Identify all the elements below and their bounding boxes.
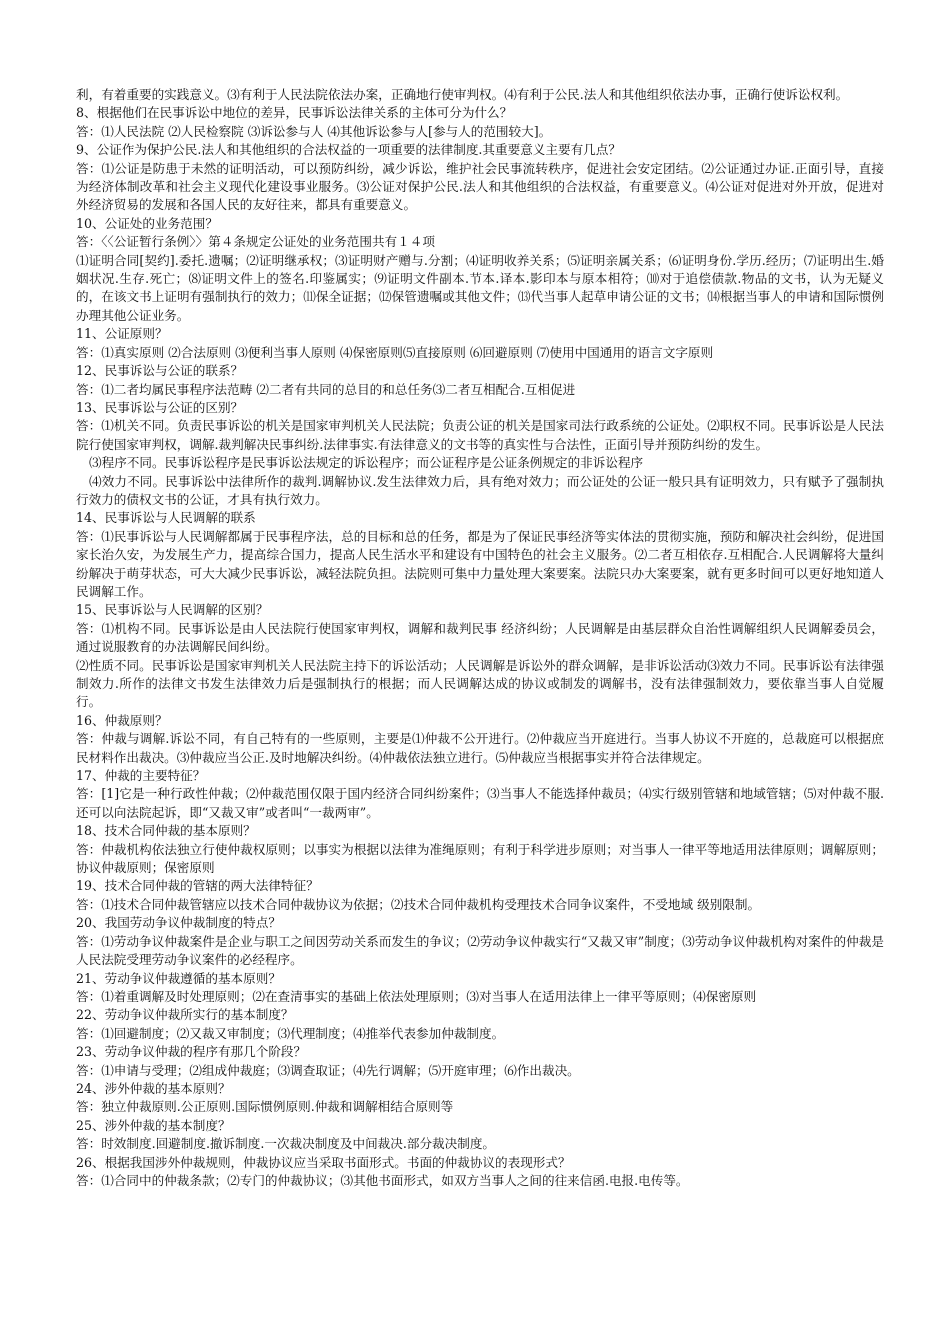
text-line: 25、涉外仲裁的基本制度？ [76,1117,231,1133]
text-line: 13、民事诉讼与公证的区别？ [76,399,244,415]
text-paragraph: 答：⑴劳动争议仲裁案件是企业与职工之间因劳动关系而发生的争议；⑵劳动争议仲裁实行“又裁又审”制度；⑶劳动争议仲裁机构对案件的仲裁是人民法院受理劳动争议案件的必经程序。 [76,933,884,968]
text-paragraph: 答：⑴机构不同。民事诉讼是由人民法院行使国家审判权，调解和裁判民事 经济纠纷；人民调解是由基层群众自治性调解组织人民调解委员会，通过说服教育的办法调解民间纠纷。 [76,620,884,655]
text-line: 答：⑴回避制度；⑵又裁又审制度；⑶代理制度；⑷推举代表参加仲裁制度。 [76,1025,505,1041]
text-line: 8、根据他们在民事诉讼中地位的差异，民事诉讼法律关系的主体可分为什么？ [76,105,513,121]
text-line: 15、民事诉讼与人民调解的区别？ [76,602,269,618]
text-line: 9、公证作为保护公民.法人和其他组织的合法权益的一项重要的法律制度.其重要意义主要有几点？ [76,142,621,158]
text-line: 10、公证处的业务范围？ [76,215,218,231]
text-line: 答：时效制度.回避制度.撤诉制度.一次裁决制度及中间裁决.部分裁决制度。 [76,1136,496,1152]
text-line: 14、民事诉讼与人民调解的联系 [76,510,256,526]
text-line: 20、我国劳动争议仲裁制度的特点？ [76,915,281,931]
text-line: 21、劳动争议仲裁遵循的基本原则？ [76,970,281,986]
text-paragraph: ⑶程序不同。民事诉讼程序是民事诉讼法规定的诉讼程序；而公证程序是公证条例规定的非诉讼程序 [89,455,644,471]
text-line: 26、根据我国涉外仲裁规则，仲裁协议应当采取书面形式。书面的仲裁协议的表现形式？ [76,1154,571,1170]
text-line: 答：⑴申请与受理；⑵组成仲裁庭；⑶调查取证；⑷先行调解；⑸开庭审理；⑹作出裁决。 [76,1062,580,1078]
text-paragraph: 答：仲裁机构依法独立行使仲裁权原则；以事实为根据以法律为准绳原则；有利于科学进步原则；对当事人一律平等地适用法律原则；调解原则；协议仲裁原则；保密原则 [76,841,884,876]
text-line: 16、仲裁原则？ [76,712,168,728]
text-paragraph: 答：[1]它是一种行政性仲裁；⑵仲裁范围仅限于国内经济合同纠纷案件；⑶当事人不能选择仲裁员；⑷实行级别管辖和地域管辖；⑸对仲裁不服.还可以向法院起诉，即“又裁又审”或者叫“一裁两审”。 [76,786,884,820]
text-paragraph: 利，有着重要的实践意义。⑶有利于人民法院依法办案，正确地行使审判权。⑷有利于公民.法人和其他组织依法办事，正确行使诉讼权利。 [76,87,849,102]
text-line: 答：⑴二者均属民事程序法范畴 ⑵二者有共同的总目的和总任务⑶二者互相配合.互相促进 [76,381,576,397]
text-line: 23、劳动争议仲裁的程序有那几个阶段？ [76,1044,307,1060]
text-paragraph: ⑴证明合同[契约].委托.遗嘱；⑵证明继承权；⑶证明财产赠与.分割；⑷证明收养关系；⑸证明亲属关系；⑹证明身份.学历.经历；⑺证明出生.婚姻状况.生存.死亡；⑻证明文件上的签名.印鉴属实；⑼证明文件副本.节本.译本.影印本与原本相符；⑽对于追偿债款.物品的文书，认为无疑义的，在该文书上证明有强制执行的效力；⑾保全证据；⑿保管遗嘱或其他文件；⒀代当事人起草申请公证的文书；⒁根据当事人的申请和国际惯例办理其他公证业务。 [76,252,884,323]
text-paragraph: ⑵性质不同。民事诉讼是国家审判机关人民法院主持下的诉讼活动；人民调解是诉讼外的群众调解，是非诉讼活动⑶效力不同。民事诉讼有法律强制效力.所作的法律文书发生法律效力后是强制执行的根据；而人民调解达成的协议或制发的调解书，没有法律强制效力，要依靠当事人自觉履行。 [76,657,884,710]
text-line: 答：⑴着重调解及时处理原则；⑵在查清事实的基础上依法处理原则；⑶对当事人在适用法律上一律平等原则；⑷保密原则 [76,988,757,1004]
text-line: 答：⑴人民法院 ⑵人民检察院 ⑶诉讼参与人 ⑷其他诉讼参与人[参与人的范围较大]。 [76,123,552,139]
text-paragraph: 答：⑴民事诉讼与人民调解都属于民事程序法，总的目标和总的任务，都是为了保证民事经济等实体法的贯彻实施，预防和解决社会纠纷，促进国家长治久安，为发展生产力，提高综合国力，提高人民生活水平和建设有中国特色的社会主义服务。⑵二者互相依存.互相配合.人民调解将大量纠纷解决于萌芽状态，可大大减少民事诉讼，减轻法院负担。法院则可集中力量处理大案要案。法院只办大案要案，就有更多时间可以更好地知道人民调解工作。 [76,528,884,599]
text-paragraph: ⑷效力不同。民事诉讼中法律所作的裁判.调解协议.发生法律效力后，具有绝对效力；而公证处的公证一般只具有证明效力，只有赋予了强制执行效力的债权文书的公证，才具有执行效力。 [76,473,884,507]
text-paragraph: 答：⑴公证是防患于未然的证明活动，可以预防纠纷，减少诉讼，维护社会民事流转秩序，促进社会安定团结。⑵公证通过办证.正面引导，直接为经济体制改革和社会主义现代化建设事业服务。⑶公证对保护公民.法人和其他组织的合法权益，有重要意义。⑷公证对促进对外开放，促进对外经济贸易的发展和各国人民的友好往来，都具有重要意义。 [76,160,884,213]
text-line: 答：独立仲裁原则.公正原则.国际惯例原则.仲裁和调解相结合原则等 [76,1099,454,1115]
text-line: 24、涉外仲裁的基本原则？ [76,1080,231,1096]
text-line: 12、民事诉讼与公证的联系？ [76,363,244,379]
text-line: 19、技术合同仲裁的管辖的两大法律特征？ [76,878,319,894]
text-line: 答：〈〈公证暂行条例〉〉第４条规定公证处的业务范围共有１４项 [76,234,435,250]
text-paragraph: 答：⑴机关不同。负责民事诉讼的机关是国家审判机关人民法院；负责公证的机关是国家司法行政系统的公证处。⑵职权不同。民事诉讼是人民法院行使国家审判权，调解.裁判解决民事纠纷.法律事实.有法律意义的文书等的真实性与合法性，正面引导并预防纠纷的发生。 [76,418,884,452]
text-line: 答：⑴真实原则 ⑵合法原则 ⑶便利当事人原则 ⑷保密原则⑸直接原则 ⑹回避原则 ⑺使用中国通用的语言文字原则 [76,344,714,360]
text-line: 答：⑴技术合同仲裁管辖应以技术合同仲裁协议为依据；⑵技术合同仲裁机构受理技术合同争议案件，不受地域 级别限制。 [76,896,761,912]
text-line: 17、仲裁的主要特征？ [76,768,206,784]
text-paragraph: 答：仲裁与调解.诉讼不同，有自己特有的一些原则，主要是⑴仲裁不公开进行。⑵仲裁应当开庭进行。当事人协议不开庭的，总裁庭可以根据庶民材料作出裁决。⑶仲裁应当公正.及时地解决纠纷。⑷仲裁依法独立进行。⑸仲裁应当根据事实并符合法律规定。 [76,731,884,765]
document-body [76,86,884,1190]
text-line: 22、劳动争议仲裁所实行的基本制度？ [76,1007,294,1023]
text-line: 18、技术合同仲裁的基本原则？ [76,823,256,839]
text-line: 11、公证原则？ [76,326,168,342]
text-line: 答：⑴合同中的仲裁条款；⑵专门的仲裁协议；⑶其他书面形式，如双方当事人之间的往来信函.电报.电传等。 [76,1172,689,1188]
